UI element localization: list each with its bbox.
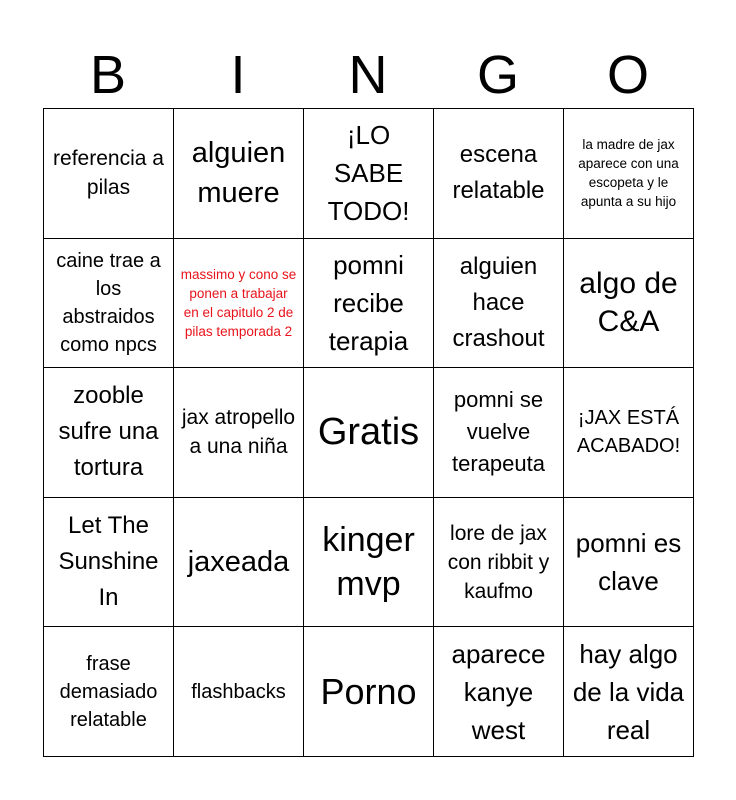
bingo-cell-r5-c3[interactable] <box>304 627 434 757</box>
header-letter-o: O <box>606 45 649 105</box>
bingo-cell-r4-c1[interactable] <box>44 498 174 628</box>
cell-text: caine trae a los abstraidos como npcs <box>56 249 161 356</box>
cell-text: jax atropello a una niña <box>181 406 296 459</box>
bingo-cell-r2-c2[interactable] <box>174 239 304 369</box>
cell-text: jaxeada <box>187 546 290 579</box>
cell-text: ¡JAX ESTÁ ACABADO! <box>576 407 681 458</box>
bingo-cell-r2-c3[interactable] <box>304 239 434 369</box>
cell-text: hay algo de la vida real <box>572 638 685 745</box>
cell-text: ¡LO SABE TODO! <box>327 120 410 227</box>
bingo-cell-r1-c1[interactable] <box>44 109 174 239</box>
cell-text: algo de C&A <box>579 266 678 338</box>
cell-text: lore de jax con ribbit y kaufmo <box>447 521 550 603</box>
cell-text: la madre de jax aparece con una escopeta y le apunta a su hijo <box>578 137 679 210</box>
cell-text: alguien hace crashout <box>452 252 545 352</box>
cell-text: escena relatable <box>452 141 545 205</box>
bingo-cell-r1-c5[interactable] <box>564 109 694 239</box>
bingo-board <box>43 108 694 757</box>
cell-text: aparece kanye west <box>451 638 546 745</box>
bingo-cell-r3-c5[interactable] <box>564 368 694 498</box>
cell-text: zooble sufre una tortura <box>58 382 159 482</box>
cell-text: massimo y cono se ponen a trabajar en el capitulo 2 de pilas temporada 2 <box>180 266 297 339</box>
header-letter-b: B <box>89 45 127 105</box>
bingo-cell-r3-c3[interactable] <box>304 368 434 498</box>
cell-text: Porno <box>320 670 417 712</box>
cell-text: flashbacks <box>191 680 286 703</box>
bingo-cell-r3-c2[interactable] <box>174 368 304 498</box>
bingo-cell-r3-c4[interactable] <box>434 368 564 498</box>
bingo-cell-r3-c1[interactable] <box>44 368 174 498</box>
header-letter-i: I <box>230 45 246 105</box>
cell-text: pomni es clave <box>575 528 682 597</box>
bingo-cell-r1-c2[interactable] <box>174 109 304 239</box>
bingo-cell-r1-c4[interactable] <box>434 109 564 239</box>
cell-text: kinger mvp <box>322 521 415 604</box>
bingo-cell-r2-c5[interactable] <box>564 239 694 369</box>
cell-text: frase demasiado relatable <box>59 652 158 731</box>
bingo-header <box>43 42 693 108</box>
cell-text: referencia a pilas <box>53 147 164 200</box>
cell-text: Let The Sunshine In <box>58 512 159 612</box>
bingo-cell-r2-c4[interactable] <box>434 239 564 369</box>
cell-text: Gratis <box>317 411 420 454</box>
bingo-cell-r5-c2[interactable] <box>174 627 304 757</box>
bingo-cell-r2-c1[interactable] <box>44 239 174 369</box>
cell-text: alguien muere <box>191 137 286 210</box>
cell-text: pomni se vuelve terapeuta <box>452 387 545 477</box>
cell-text: pomni recibe terapia <box>328 249 409 356</box>
bingo-cell-r5-c1[interactable] <box>44 627 174 757</box>
bingo-cell-r4-c5[interactable] <box>564 498 694 628</box>
bingo-cell-r1-c3[interactable] <box>304 109 434 239</box>
bingo-cell-r4-c3[interactable] <box>304 498 434 628</box>
bingo-cell-r5-c4[interactable] <box>434 627 564 757</box>
bingo-cell-r4-c4[interactable] <box>434 498 564 628</box>
bingo-cell-r5-c5[interactable] <box>564 627 694 757</box>
bingo-cell-r4-c2[interactable] <box>174 498 304 628</box>
header-letter-g: G <box>476 45 519 105</box>
header-letter-n: N <box>348 45 388 105</box>
